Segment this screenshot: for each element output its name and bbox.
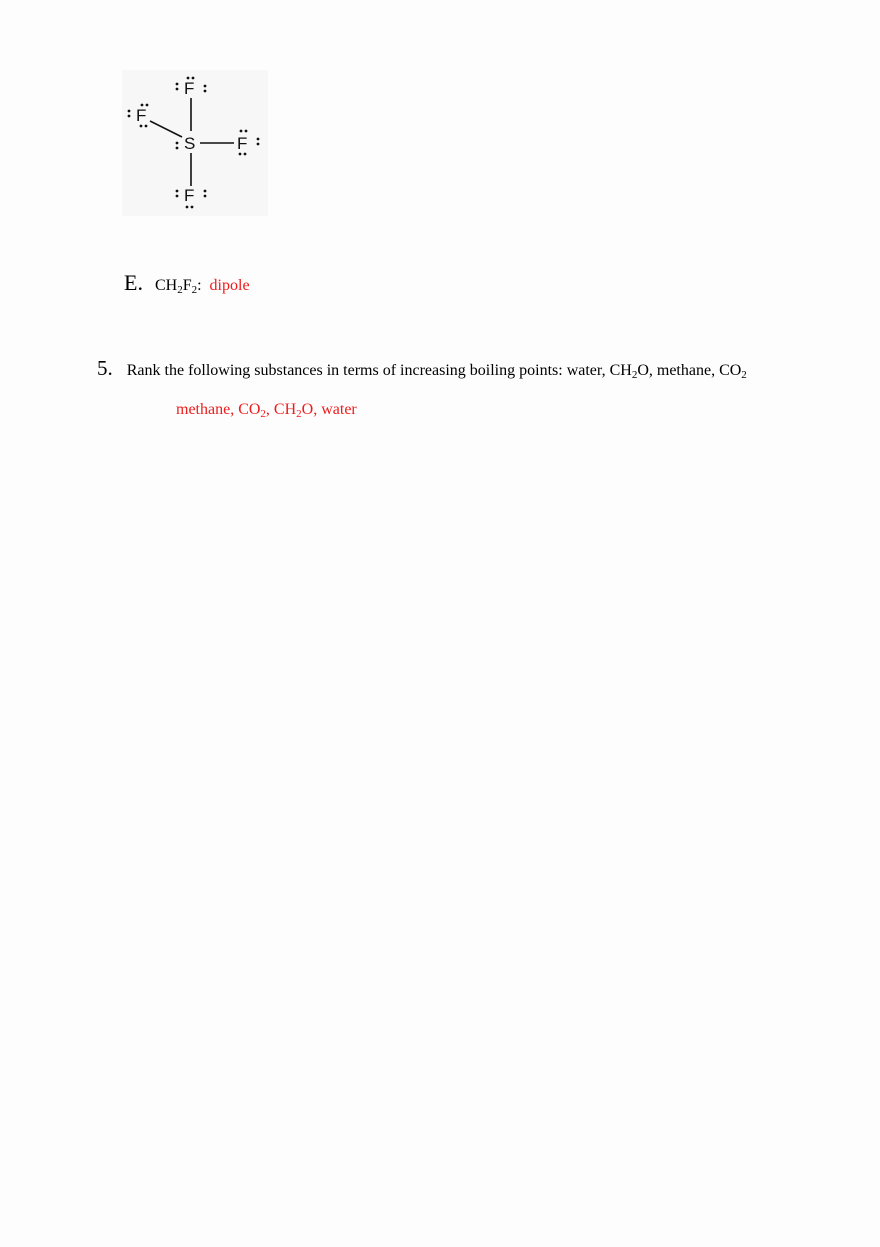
bond-left	[150, 121, 182, 137]
question-5-text: Rank the following substances in terms of increasing boiling points: water, $CH_2O$, methane, $CO_2$	[126, 362, 747, 381]
lewis-structure-figure	[122, 70, 268, 216]
lewis-structure-svg	[122, 70, 268, 216]
atom-f-top: F	[184, 79, 195, 98]
item-e	[124, 270, 250, 296]
atom-f-right: F	[237, 134, 248, 153]
question-5	[97, 356, 747, 381]
atom-s: S	[184, 134, 196, 153]
item-e-formula: $CH_2F_2$:	[154, 277, 202, 296]
item-e-letter: E.	[124, 270, 143, 295]
question-5-number: 5.	[97, 356, 113, 380]
atom-f-left: F	[136, 106, 147, 125]
atom-f-bottom: F	[184, 186, 195, 205]
question-5-answer: methane, $CO_2$, $CH_2O$, water	[176, 401, 357, 420]
item-e-answer: dipole	[209, 277, 250, 294]
lone-pair-s	[176, 142, 179, 150]
